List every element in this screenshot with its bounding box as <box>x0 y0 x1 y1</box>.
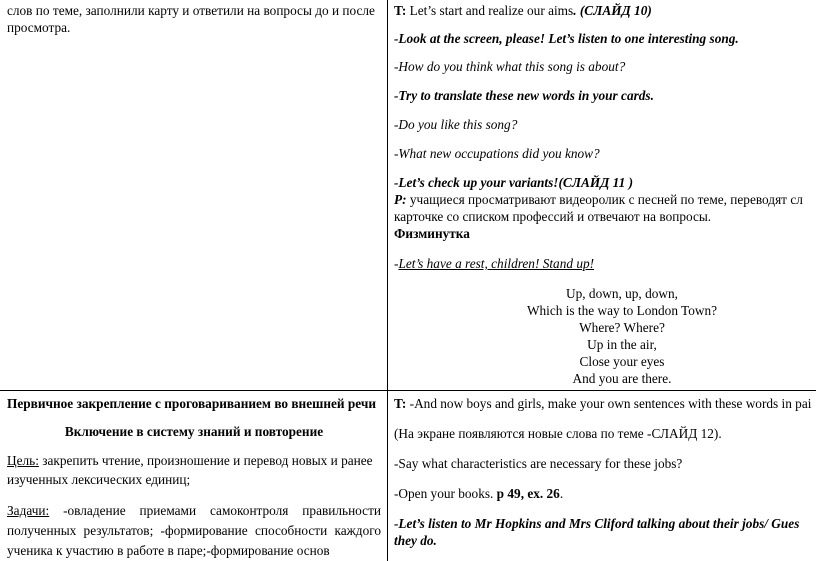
teacher-start-text: Let’s start and realize our aims <box>406 3 574 18</box>
table-column-divider <box>387 0 388 561</box>
tasks-text: -овладение приемами самоконтроля правильности полученных результатов; -формирование способности каждого ученика к участию в работе в паре;-формирование основ <box>7 503 381 558</box>
teacher-label-2: T: <box>394 396 407 411</box>
left-top-text: слов по теме, заполнили карту и ответили на вопросы до и после просмотра. <box>7 3 375 35</box>
open-books-line <box>394 485 816 502</box>
pupils-activity-text: учащиеся просматривают видеоролик с песней по теме, переводят сл <box>406 192 803 207</box>
poem-line: Up in the air, <box>587 337 657 352</box>
goal-label: Цель: <box>7 453 39 468</box>
rest-dash: - <box>394 256 399 271</box>
cell-left-top <box>7 2 381 36</box>
poem-line: Which is the way to London Town? <box>526 303 718 318</box>
make-sentences-line <box>394 395 816 412</box>
listen-line: -Let’s listen to Mr Hopkins and Mrs Cliford talking about their jobs/ Gues <box>394 516 800 531</box>
slide-10-ref: . (СЛАЙД 10) <box>573 3 652 18</box>
check-variants-line: -Let’s check up your variants!(СЛАЙД 11 ) <box>394 175 633 190</box>
open-books-dot: . <box>559 486 564 501</box>
translate-words-line: -Try to translate these new words in your cards. <box>394 88 654 103</box>
fizminutka-heading: Физминутка <box>394 226 470 241</box>
rest-text: Let’s have a rest, children! Stand up! <box>398 256 595 271</box>
pupils-label: P: <box>394 192 407 207</box>
goal-paragraph <box>7 451 381 489</box>
teacher-start-line <box>394 2 816 19</box>
poem-line: Where? Where? <box>579 320 665 335</box>
poem-line: And you are there. <box>572 371 672 386</box>
poem-line: Up, down, up, down, <box>566 286 678 301</box>
pupils-activity-line <box>394 191 816 208</box>
look-at-screen-line: -Look at the screen, please! Let’s listen to one interesting song. <box>394 31 739 46</box>
cell-right-bottom <box>394 395 816 549</box>
make-sentences-text: -And now boys and girls, make your own sentences with these words in pai <box>406 396 812 411</box>
listen-line-2: they do. <box>394 533 437 548</box>
poem <box>394 285 816 387</box>
stage-heading: Первичное закрепление с проговариванием во внешней речи <box>7 396 377 411</box>
table-row-divider <box>0 390 816 391</box>
cell-left-bottom <box>7 395 381 561</box>
open-books-text: -Open your books. <box>394 486 497 501</box>
occupations-question: -What new occupations did you know? <box>394 146 600 161</box>
song-about-question: -How do you think what this song is about? <box>394 59 626 74</box>
slide-12-line: (На экране появляются новые слова по теме -СЛАЙД 12). <box>394 426 722 441</box>
exercise-ref: p 49, ex. 26 <box>496 486 560 501</box>
poem-line: Close your eyes <box>579 354 665 369</box>
tasks-paragraph <box>7 501 381 561</box>
pupils-activity-line-2: карточке со списком профессий и отвечают на вопросы. <box>394 209 712 224</box>
characteristics-question: -Say what characteristics are necessary for these jobs? <box>394 456 683 471</box>
goal-text: закрепить чтение, произношение и перевод новых и ранее изученных лексических единиц; <box>7 453 373 487</box>
stage-subheading: Включение в систему знаний и повторение <box>64 424 324 439</box>
cell-right-top <box>394 2 816 387</box>
tasks-label: Задачи: <box>7 503 50 518</box>
teacher-label: T: <box>394 3 407 18</box>
rest-line <box>394 255 816 272</box>
like-song-question: -Do you like this song? <box>394 117 518 132</box>
